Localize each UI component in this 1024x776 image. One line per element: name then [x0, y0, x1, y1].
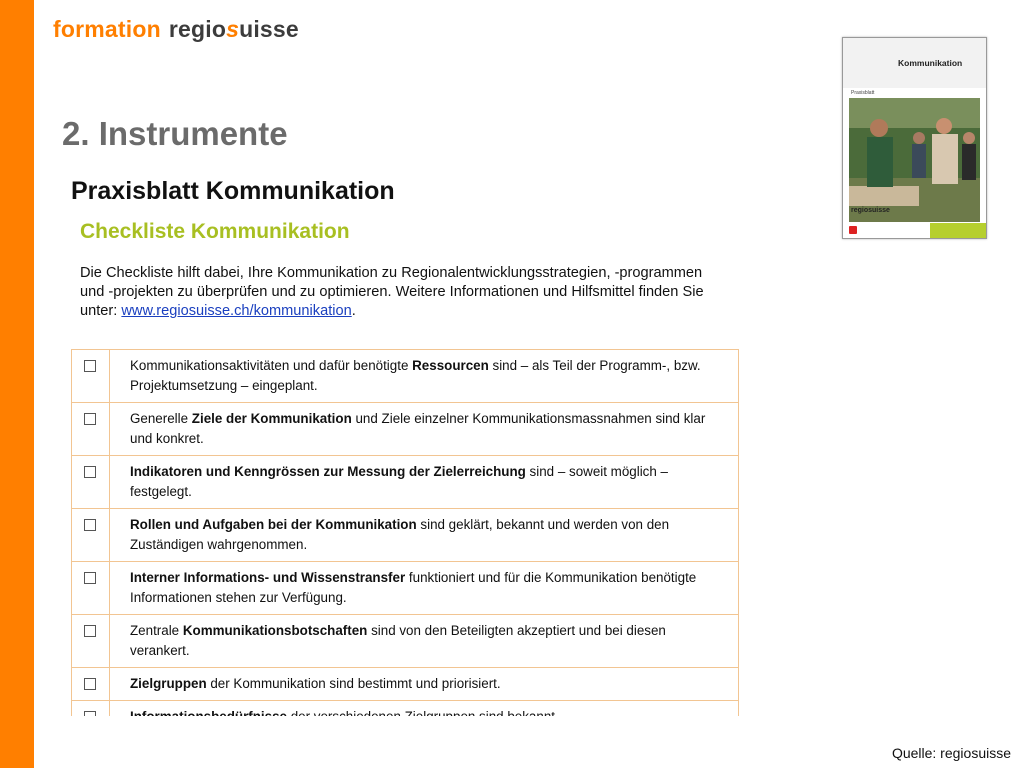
item-post: und Ziele einzelner Kommunikationsmassnahmen sind klar und konkret. [130, 411, 706, 446]
cover-green-band [930, 223, 986, 238]
checklist-item-text [110, 509, 739, 562]
checkbox-cell [72, 562, 110, 615]
page-title: 2. Instrumente [62, 115, 288, 152]
cover-logo: regiosuisse [851, 207, 890, 214]
item-post: sind von den Beteiligten akzeptiert und bei diesen verankert. [130, 623, 666, 658]
checkbox[interactable] [84, 413, 96, 425]
checklist-row [72, 350, 739, 403]
cover-label: Praxisblatt [851, 90, 875, 96]
item-pre: Zentrale [130, 623, 183, 638]
checkbox[interactable] [84, 625, 96, 637]
checklist-item-text [110, 562, 739, 615]
logo-part-formation: formation [53, 16, 161, 42]
checkbox[interactable] [84, 678, 96, 690]
checklist-row [72, 668, 739, 701]
item-pre: Kommunikationsaktivitäten und dafür benötigte [130, 358, 413, 373]
checkbox[interactable] [84, 572, 96, 584]
item-bold: Ziele der Kommunikation [191, 411, 352, 426]
item-bold: Rollen und Aufgaben bei der Kommunikation [130, 517, 417, 532]
swiss-flag-icon [849, 226, 857, 234]
checklist-row [72, 615, 739, 668]
checkbox[interactable] [84, 360, 96, 372]
checklist-item-text [110, 668, 739, 701]
checklist-row [72, 456, 739, 509]
intro-link[interactable]: www.regiosuisse.ch/kommunikation [121, 303, 352, 319]
item-bold: Ressourcen [412, 358, 489, 373]
page-subtitle: Praxisblatt Kommunikation [71, 177, 395, 205]
item-post: sind – als Teil der Programm-, bzw. Projektumsetzung – eingeplant. [130, 358, 701, 393]
page-cutoff [60, 716, 760, 776]
cover-title: Kommunikation [898, 58, 963, 68]
intro-end: . [351, 303, 356, 319]
checklist-row [72, 562, 739, 615]
checkbox-cell [72, 668, 110, 701]
item-post: der Kommunikation sind bestimmt und priorisiert. [206, 676, 501, 691]
item-bold: Interner Informations- und Wissenstransfer [130, 570, 406, 585]
checklist-intro [80, 264, 730, 321]
item-bold: Kommunikationsbotschaften [182, 623, 368, 638]
checkbox[interactable] [84, 519, 96, 531]
logo-part-s: s [226, 16, 240, 42]
orange-sidebar [0, 0, 34, 768]
item-bold: Zielgruppen [130, 676, 207, 691]
checkbox-cell [72, 456, 110, 509]
checklist-item-text [110, 403, 739, 456]
checkbox-cell [72, 615, 110, 668]
logo-part-regio: regio [168, 16, 227, 42]
checkbox-cell [72, 509, 110, 562]
logo-part-uisse: uisse [239, 16, 299, 42]
checklist-row [72, 509, 739, 562]
checkbox[interactable] [84, 466, 96, 478]
checklist-table [71, 349, 739, 734]
intro-text: Die Checkliste hilft dabei, Ihre Kommunikation zu Regionalentwicklungsstrategien, -programmen und -projekten zu überprüfen und zu optimieren. Weitere Informationen und Hilfsmittel finden Sie unter: [80, 265, 704, 319]
checklist-item-text [110, 456, 739, 509]
cover-photo [849, 98, 980, 222]
source-note: Quelle: regiosuisse [891, 745, 1011, 761]
checkbox-cell [72, 350, 110, 403]
checkbox-cell [72, 403, 110, 456]
formation-regiosuisse-logo [53, 16, 299, 43]
checklist-row [72, 403, 739, 456]
praxisblatt-cover-image [842, 37, 987, 239]
item-post: funktioniert und für die Kommunikation benötigte Informationen stehen zur Verfügung. [130, 570, 697, 605]
item-post: sind – soweit möglich – festgelegt. [130, 464, 668, 499]
item-post: sind geklärt, bekannt und werden von den Zuständigen wahrgenommen. [130, 517, 670, 552]
checklist-item-text [110, 350, 739, 403]
checklist-title: Checkliste Kommunikation [80, 220, 350, 243]
item-bold: Indikatoren und Kenngrössen zur Messung der Zielerreichung [130, 464, 526, 479]
item-pre: Generelle [130, 411, 192, 426]
checklist-item-text [110, 615, 739, 668]
